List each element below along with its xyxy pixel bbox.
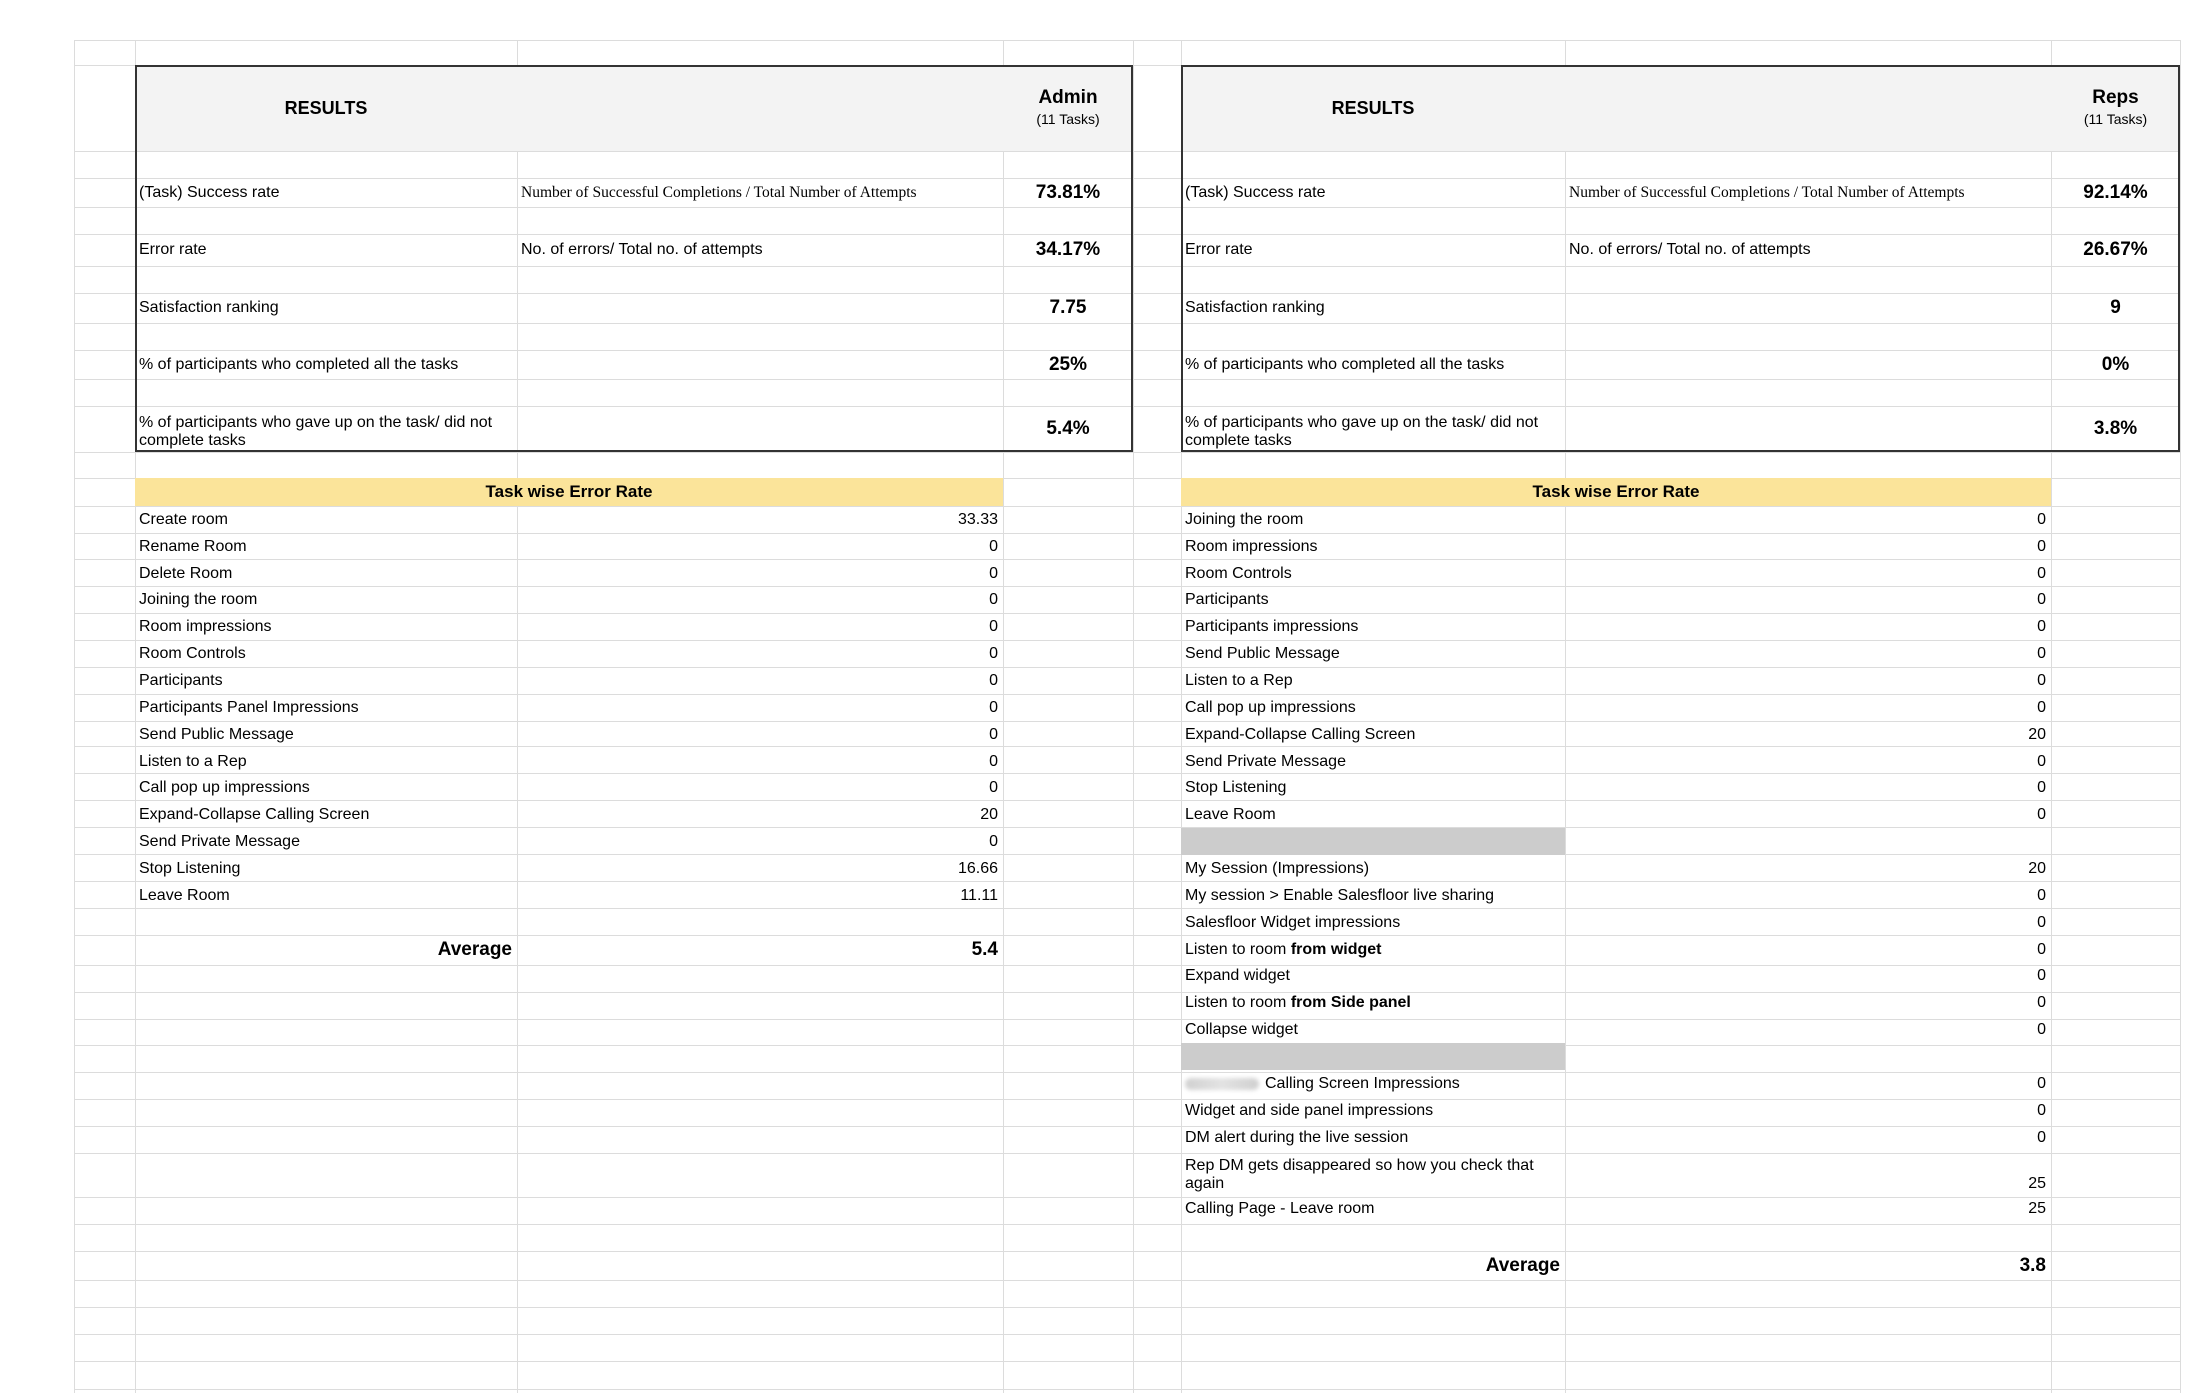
right-metric-label[interactable]: % of participants who gave up on the task/ did not complete tasks — [1185, 414, 1539, 449]
right-task-name[interactable] — [1181, 667, 1565, 694]
right-task-name[interactable] — [1181, 909, 1565, 936]
grid-line — [74, 1334, 2180, 1335]
left-metric-value[interactable]: 25% — [1048, 353, 1088, 375]
right-task-value[interactable]: 25 — [2028, 1175, 2046, 1192]
right-task-value[interactable]: 0 — [2037, 671, 2046, 689]
right-task-name[interactable] — [1181, 855, 1565, 882]
right-task-value[interactable]: 20 — [2028, 859, 2046, 877]
right-task-value[interactable]: 0 — [2037, 510, 2046, 528]
left-task-name-text: Participants Panel Impressions — [139, 698, 359, 716]
right-task-name-text: Participants — [1185, 591, 1269, 608]
right-task-name-text: My Session (Impressions) — [1185, 859, 1370, 877]
right-task-name-text: Joining the room — [1185, 510, 1304, 528]
left-task-name-text: Send Public Message — [139, 725, 294, 743]
right-task-name-text: My session > Enable Salesfloor live sharing — [1185, 886, 1495, 904]
right-metric-value[interactable]: 3.8% — [2093, 418, 2138, 439]
left-group-title: Admin — [1038, 86, 1098, 108]
grid-line — [74, 151, 2180, 152]
right-task-name[interactable] — [1181, 613, 1565, 640]
right-metric-label[interactable]: Satisfaction ranking — [1185, 299, 1325, 316]
left-task-name[interactable] — [135, 694, 517, 721]
left-task-name-text: Participants — [139, 671, 223, 689]
right-task-value[interactable]: 0 — [2037, 564, 2046, 582]
right-group-header — [2051, 65, 2180, 151]
right-task-value[interactable]: 20 — [2028, 725, 2046, 743]
right-task-value[interactable]: 0 — [2037, 591, 2046, 608]
grid-line — [74, 40, 75, 1393]
right-task-name-text: Rep DM gets disappeared so how you check that again — [1185, 1157, 1534, 1192]
left-header-blank[interactable] — [517, 65, 1003, 151]
left-group-subtitle: (11 Tasks) — [1036, 110, 1100, 127]
right-task-value[interactable]: 0 — [2037, 644, 2046, 662]
left-task-value[interactable]: 0 — [989, 564, 998, 582]
right-task-name[interactable] — [1181, 506, 1565, 533]
right-metric-value[interactable]: 26.67% — [2083, 239, 2148, 260]
right-average-value[interactable]: 3.8 — [2019, 1254, 2046, 1276]
grid-line — [74, 1361, 2180, 1362]
right-task-name-text: Collapse widget — [1185, 1020, 1298, 1038]
grid-line — [74, 1280, 2180, 1281]
left-metric-label[interactable]: Error rate — [139, 241, 207, 258]
right-metric-value[interactable]: 0% — [2101, 353, 2130, 375]
right-metric-label[interactable]: Error rate — [1185, 241, 1253, 258]
right-task-value[interactable]: 0 — [2037, 752, 2046, 770]
left-average-label[interactable]: Average — [437, 939, 512, 960]
right-task-name[interactable] — [1181, 587, 1565, 613]
right-task-name-text: Salesfloor Widget impressions — [1185, 913, 1401, 931]
grid-line — [2180, 40, 2181, 1393]
right-task-value[interactable]: 0 — [2037, 886, 2046, 904]
left-task-name[interactable] — [135, 506, 517, 533]
left-task-name[interactable] — [135, 640, 517, 667]
grid-line — [74, 1224, 2180, 1225]
left-task-name-text: Expand-Collapse Calling Screen — [139, 805, 370, 823]
left-task-name-text: Leave Room — [139, 886, 230, 904]
right-average-label[interactable]: Average — [1485, 1254, 1560, 1276]
right-task-value[interactable]: 0 — [2037, 805, 2046, 823]
right-task-value[interactable]: 0 — [2037, 617, 2046, 635]
left-task-name[interactable] — [135, 560, 517, 587]
right-task-name[interactable] — [1181, 721, 1565, 748]
right-task-heading[interactable]: Task wise Error Rate — [1181, 478, 2051, 506]
right-task-name-text: Expand-Collapse Calling Screen — [1185, 725, 1416, 743]
right-metric-formula[interactable]: Number of Successful Completions / Total Number of Attempts — [1569, 183, 1965, 201]
left-task-name-text: Room Controls — [139, 644, 246, 662]
right-task-name-text: Listen to a Rep — [1185, 671, 1293, 689]
right-results-heading[interactable]: RESULTS — [1331, 98, 1415, 118]
right-task-name[interactable] — [1181, 882, 1565, 909]
left-task-name-text: Delete Room — [139, 564, 233, 582]
left-task-name-text: Joining the room — [139, 591, 258, 608]
right-metric-formula[interactable] — [1565, 406, 2051, 452]
right-task-name[interactable] — [1181, 963, 1565, 989]
right-task-value[interactable]: 0 — [2037, 940, 2046, 958]
right-task-value[interactable]: 0 — [2037, 779, 2046, 796]
right-task-name-bold: from Side panel — [1290, 993, 1411, 1011]
grid-line — [74, 379, 2180, 380]
right-metric-value[interactable]: 9 — [2110, 297, 2121, 318]
left-task-name-text: Call pop up impressions — [139, 779, 310, 796]
right-task-name[interactable] — [1181, 989, 1565, 1016]
left-task-name[interactable] — [135, 667, 517, 694]
right-metric-label[interactable]: % of participants who completed all the tasks — [1185, 355, 1505, 373]
right-task-name[interactable] — [1181, 936, 1565, 963]
right-task-name[interactable] — [1181, 1151, 1565, 1195]
right-task-value[interactable]: 0 — [2037, 537, 2046, 555]
right-task-value[interactable]: 0 — [2037, 1074, 2046, 1092]
grid-line — [74, 266, 2180, 267]
grid-line — [1133, 40, 1134, 1393]
right-task-name-text: Send Private Message — [1185, 752, 1346, 770]
left-metric-value[interactable]: 34.17% — [1035, 239, 1101, 260]
grid-line — [74, 1045, 2180, 1046]
right-task-value[interactable]: 0 — [2037, 967, 2046, 984]
right-task-value[interactable]: 0 — [2037, 993, 2046, 1011]
left-task-value[interactable]: 0 — [989, 671, 998, 689]
left-task-value[interactable]: 0 — [989, 779, 998, 796]
left-task-value[interactable]: 0 — [989, 537, 998, 555]
right-task-name-text: Widget and side panel impressions — [1185, 1101, 1434, 1119]
right-metric-label[interactable]: (Task) Success rate — [1185, 183, 1326, 201]
left-group-header — [1003, 65, 1133, 151]
right-task-name-text: Leave Room — [1185, 805, 1276, 823]
grid-line — [74, 1307, 2180, 1308]
right-task-name[interactable] — [1181, 1016, 1565, 1043]
right-task-name[interactable] — [1181, 694, 1565, 721]
left-task-value[interactable]: 0 — [989, 698, 998, 716]
left-task-name-text: Send Private Message — [139, 832, 300, 850]
right-task-name-text: Listen to room — [1185, 993, 1291, 1011]
right-task-name-bold: from widget — [1290, 940, 1382, 958]
left-task-value[interactable]: 0 — [989, 725, 998, 743]
left-task-name-text: Rename Room — [139, 537, 247, 555]
right-task-name-text: Send Public Message — [1185, 644, 1340, 662]
left-metric-formula[interactable] — [517, 293, 1003, 323]
left-task-name[interactable] — [135, 801, 517, 828]
grid-line — [74, 207, 2180, 208]
left-task-name[interactable] — [135, 721, 517, 748]
right-task-name-text: Room Controls — [1185, 564, 1292, 582]
left-task-value[interactable]: 11.11 — [960, 886, 998, 904]
left-metric-formula[interactable]: No. of errors/ Total no. of attempts — [521, 241, 763, 258]
left-metric-label[interactable]: Satisfaction ranking — [139, 299, 279, 316]
right-metric-formula[interactable]: No. of errors/ Total no. of attempts — [1569, 241, 1811, 258]
left-metric-label[interactable]: % of participants who completed all the tasks — [139, 355, 459, 373]
right-task-name[interactable] — [1181, 1195, 1565, 1222]
left-task-value[interactable]: 16.66 — [957, 859, 998, 877]
left-task-value[interactable]: 20 — [980, 805, 998, 823]
left-task-heading[interactable]: Task wise Error Rate — [135, 478, 1003, 506]
right-task-name-text: Participants impressions — [1185, 617, 1359, 635]
left-metric-formula[interactable] — [517, 406, 1003, 452]
right-metric-value[interactable]: 92.14% — [2083, 181, 2148, 203]
left-metric-label[interactable]: % of participants who gave up on the task/ did not complete tasks — [139, 414, 493, 449]
right-task-name[interactable] — [1181, 1124, 1565, 1151]
left-metric-formula[interactable]: Number of Successful Completions / Total Number of Attempts — [521, 183, 917, 201]
left-task-name[interactable] — [135, 828, 517, 855]
left-metric-value[interactable]: 73.81% — [1035, 181, 1101, 203]
left-task-value[interactable]: 0 — [989, 617, 998, 635]
right-task-name[interactable] — [1181, 748, 1565, 775]
left-task-value[interactable]: 0 — [989, 832, 998, 850]
right-task-value[interactable]: 0 — [2037, 913, 2046, 931]
left-task-value[interactable]: 0 — [989, 752, 998, 770]
grid-line — [74, 1389, 2180, 1390]
right-task-value[interactable]: 0 — [2037, 698, 2046, 716]
left-task-name[interactable] — [135, 748, 517, 775]
right-task-value[interactable]: 25 — [2028, 1199, 2046, 1217]
right-task-name-text: Room impressions — [1185, 537, 1318, 555]
left-task-name[interactable] — [135, 587, 517, 613]
left-task-name[interactable] — [135, 533, 517, 560]
right-metric-formula[interactable] — [1565, 350, 2051, 379]
right-task-value[interactable]: 0 — [2037, 1020, 2046, 1038]
left-task-name[interactable] — [135, 775, 517, 801]
right-task-value[interactable]: 0 — [2037, 1101, 2046, 1119]
right-task-name-text: Call pop up impressions — [1185, 698, 1356, 716]
right-task-name-text: Listen to room — [1185, 940, 1291, 958]
left-task-name[interactable] — [135, 855, 517, 882]
right-task-name[interactable] — [1181, 1070, 1565, 1097]
right-task-name[interactable] — [1181, 801, 1565, 828]
right-separator — [1181, 828, 1565, 855]
right-group-subtitle: (11 Tasks) — [2083, 110, 2148, 127]
left-task-name[interactable] — [135, 882, 517, 909]
left-task-value[interactable]: 0 — [989, 644, 998, 662]
right-task-name[interactable] — [1181, 775, 1565, 801]
right-header-blank[interactable] — [1565, 65, 2051, 151]
right-task-name-text: Expand widget — [1185, 967, 1290, 984]
grid-line — [74, 323, 2180, 324]
left-task-value[interactable]: 0 — [989, 591, 998, 608]
left-metric-formula[interactable] — [517, 350, 1003, 379]
redacted-logo-icon — [1185, 1078, 1259, 1090]
left-metric-value[interactable]: 7.75 — [1049, 297, 1087, 318]
right-task-name-text: Calling Screen Impressions — [1265, 1074, 1460, 1092]
left-task-name-text: Room impressions — [139, 617, 272, 635]
right-task-name[interactable] — [1181, 640, 1565, 667]
left-average-value[interactable]: 5.4 — [971, 939, 998, 960]
left-task-name-text: Listen to a Rep — [139, 752, 247, 770]
grid-line — [74, 452, 2180, 453]
grid-line — [74, 40, 2180, 41]
right-separator — [1181, 1043, 1565, 1070]
left-task-value[interactable]: 33.33 — [957, 510, 998, 528]
right-group-title: Reps — [2092, 86, 2139, 108]
right-task-name-text: Calling Page - Leave room — [1185, 1199, 1375, 1217]
left-task-name[interactable] — [135, 613, 517, 640]
right-metric-formula[interactable] — [1565, 293, 2051, 323]
left-task-name-text: Stop Listening — [139, 859, 241, 877]
right-task-name-text: DM alert during the live session — [1185, 1128, 1409, 1146]
left-results-heading[interactable]: RESULTS — [284, 98, 368, 118]
left-metric-value[interactable]: 5.4% — [1046, 418, 1090, 439]
right-task-name[interactable] — [1181, 533, 1565, 560]
right-task-name-text: Stop Listening — [1185, 779, 1287, 796]
right-task-name[interactable] — [1181, 1097, 1565, 1124]
right-task-name[interactable] — [1181, 560, 1565, 587]
right-task-value[interactable]: 0 — [2037, 1128, 2046, 1146]
left-metric-label[interactable]: (Task) Success rate — [139, 183, 280, 201]
left-task-name-text: Create room — [139, 510, 228, 528]
